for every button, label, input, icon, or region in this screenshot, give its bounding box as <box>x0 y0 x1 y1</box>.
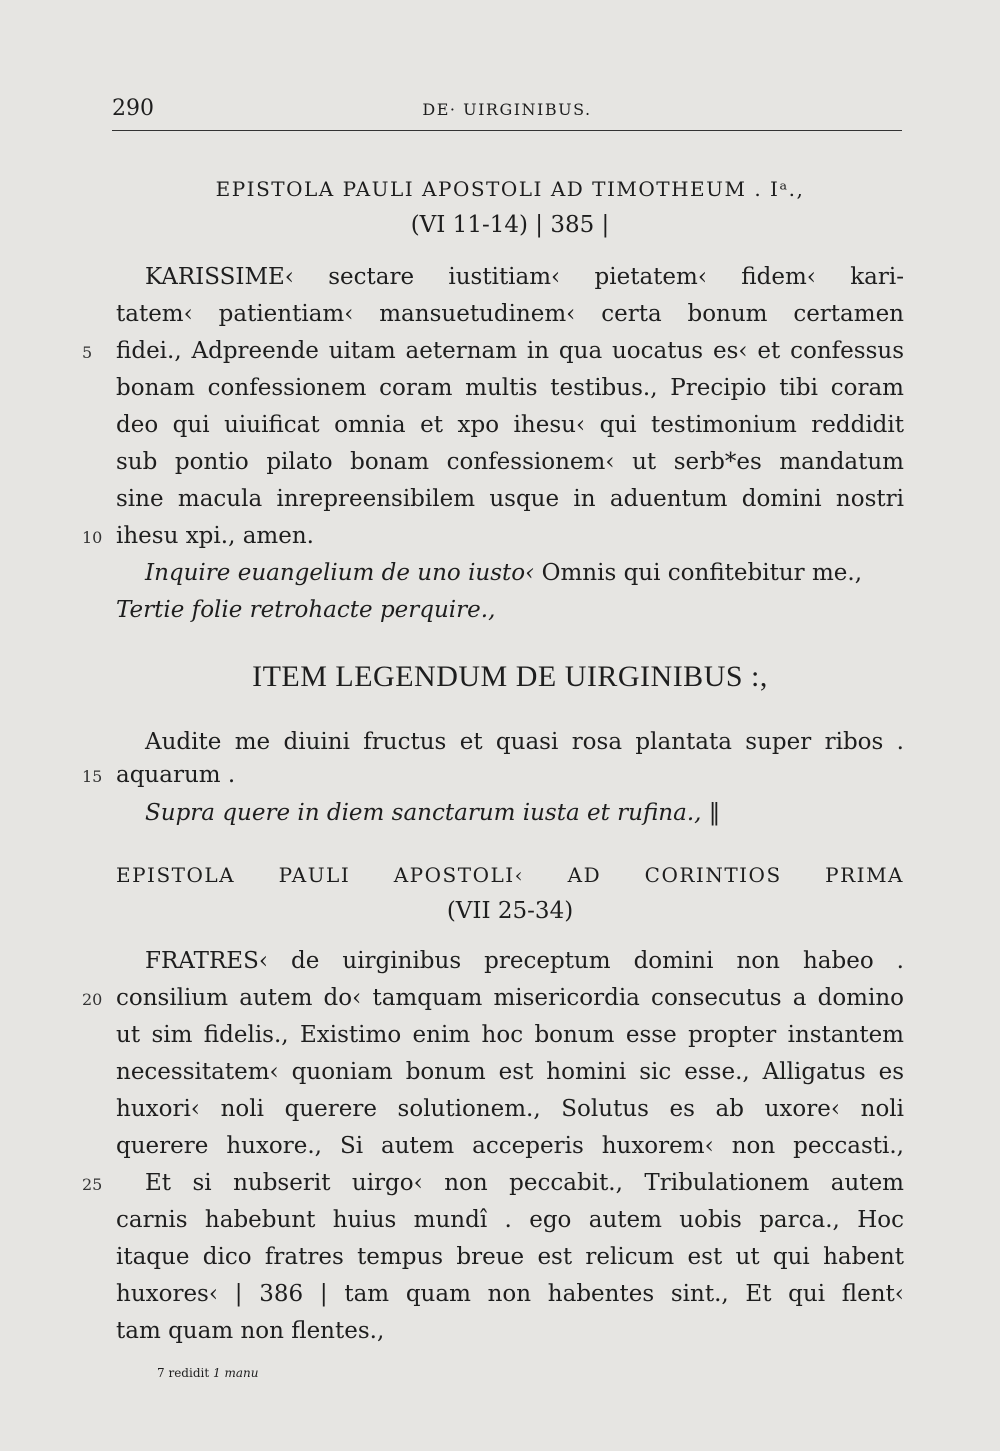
footnote: 7 redidit 1 manu <box>157 1366 259 1380</box>
text-line: Audite me diuini fructus et quasi rosa plantata super ribos . <box>145 729 904 755</box>
running-title: DE· UIRGINIBUS. <box>422 100 592 119</box>
text-line: sine macula inrepreensibilem usque in aduentum domini nostri <box>116 486 904 512</box>
text-line: carnis habebunt huius mundî . ego autem uobis parca., Hoc <box>116 1207 904 1233</box>
line-number: 15 <box>82 767 103 786</box>
text-line: sub pontio pilato bonam confessionem‹ ut serb*es mandatum <box>116 449 904 475</box>
text-line: 20 consilium autem do‹ tamquam misericordia consecutus a domino <box>82 985 904 1011</box>
line-number: 5 <box>82 343 93 362</box>
section-heading: EPISTOLA PAULI APOSTOLI‹ AD CORINTIOS PRIMA <box>116 863 904 887</box>
text-line: 25 Et si nubserit uirgo‹ non peccabit., Tribulationem autem <box>82 1170 904 1196</box>
section-heading: EPISTOLA PAULI APOSTOLI AD TIMOTHEUM . Iᵃ., <box>215 177 805 201</box>
text-line: itaque dico fratres tempus breue est relicum est ut qui habent <box>116 1244 904 1270</box>
text-line: ut sim fidelis., Existimo enim hoc bonum esse propter instantem <box>116 1022 904 1048</box>
text-line: huxores‹ | 386 | tam quam non habentes sint., Et qui flent‹ <box>116 1281 904 1307</box>
text-line: deo qui uiuificat omnia et xpo ihesu‹ qui testimonium reddidit <box>116 412 904 438</box>
text-line: necessitatem‹ quoniam bonum est homini sic esse., Alligatus es <box>116 1059 904 1085</box>
line-number: 10 <box>82 528 103 547</box>
text-line: tatem‹ patientiam‹ mansuetudinem‹ certa bonum certamen <box>116 301 904 327</box>
line-number: 25 <box>82 1175 103 1194</box>
page-header <box>112 96 902 126</box>
text-line: Tertie folie retrohacte perquire., <box>116 597 496 623</box>
text-line: 10 ihesu xpi., amen. <box>82 523 314 549</box>
text-line: KARISSIME‹ sectare iustitiam‹ pietatem‹ fidem‹ kari- <box>145 264 904 290</box>
text-line: 15 aquarum . <box>82 762 236 788</box>
line-number: 20 <box>82 990 103 1009</box>
header-rule <box>112 130 902 131</box>
text-line: Inquire euangelium de uno iusto‹ Omnis qui confitebitur me., <box>145 560 863 586</box>
section-heading: ITEM LEGENDUM DE UIRGINIBUS :, <box>252 660 768 693</box>
text-line: 5 fidei., Adpreende uitam aeternam in qua uocatus es‹ et confessus <box>82 338 904 364</box>
page-number: 290 <box>112 96 154 121</box>
text-line: Supra quere in diem sanctarum iusta et rufina., ‖ <box>145 800 721 826</box>
section-reference: (VII 25-34) <box>446 898 574 924</box>
section-reference: (VI 11-14) | 385 | <box>410 212 610 238</box>
text-line: FRATRES‹ de uirginibus preceptum domini non habeo . <box>145 948 904 974</box>
text-line: tam quam non flentes., <box>116 1318 385 1344</box>
text-line: bonam confessionem coram multis testibus., Precipio tibi coram <box>116 375 904 401</box>
text-line: querere huxore., Si autem acceperis huxorem‹ non peccasti., <box>116 1133 904 1159</box>
text-line: huxori‹ noli querere solutionem., Solutus es ab uxore‹ noli <box>116 1096 904 1122</box>
